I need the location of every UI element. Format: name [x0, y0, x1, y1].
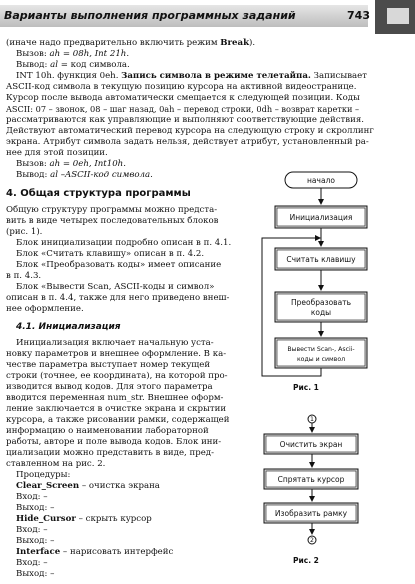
text-line: Вывод: al = код символа.	[16, 60, 130, 70]
text-line: ASCII: 07 – звонок, 08 – шаг назад, 0ah – перевод строки, 0dh – возврат каретки –	[6, 104, 360, 114]
text-line: INT 10h. функция 0eh. Запись символа в режиме телетайпа. Записывает	[16, 71, 368, 81]
procedure-output: Выход: –	[16, 569, 55, 579]
read-key-label: Считать клавишу	[286, 255, 356, 264]
text-line: честве параметра выступает номер текущей	[6, 360, 211, 370]
convert-label: Преобразовать	[291, 298, 351, 307]
svg-text:1: 1	[310, 416, 314, 423]
text-line: Вызов: ah = 08h, Int 21h.	[16, 49, 130, 59]
text-line: Действуют автоматический перевод курсора на следующую строку и скроллинг	[6, 126, 374, 136]
text-line: Инициализация включает начальную уста-	[16, 338, 214, 348]
init-label: Инициализация	[289, 213, 353, 222]
subsection-heading: 4.1. Инициализация	[16, 322, 121, 332]
figure-2-caption: Рис. 2	[293, 556, 319, 565]
draw-frame-label: Изобразить рамку	[274, 509, 348, 518]
procedure-input: Вход: –	[16, 525, 48, 535]
procedure-output: Выход: –	[16, 503, 55, 513]
convert-label-2: коды	[310, 308, 332, 317]
procedure-item: Interface – нарисовать интерфейс	[16, 547, 174, 557]
text-line: (рис. 1).	[6, 227, 43, 237]
figure-1-caption: Рис. 1	[293, 383, 319, 392]
procedure-input: Вход: –	[16, 492, 48, 502]
text-line: вить в виде четырех последовательных блоков	[6, 216, 219, 226]
text-line: Вызов: ah = 0eh, Int10h.	[16, 159, 126, 169]
clear-screen-label: Очистить экран	[279, 440, 343, 449]
text-line: циализации можно представить в виде, пред-	[6, 448, 214, 458]
page-number: 743	[347, 9, 370, 22]
output-label: Вывести Scan-, Ascii-	[287, 346, 355, 353]
text-line: ASCII-код символа в текущую позицию курсора на активной видеостранице.	[6, 82, 357, 92]
procedure-input: Вход: –	[16, 558, 48, 568]
text-line: Блок инициализации подробно описан в п. 4.1.	[16, 238, 232, 248]
text-line: курсора, а также рисовании рамки, содержащей	[6, 415, 230, 425]
text-line: описан в п. 4.4, также для него приведено внеш-	[6, 293, 230, 303]
svg-text:2: 2	[310, 537, 314, 544]
procedures-title: Процедуры:	[16, 470, 71, 480]
text-line: нее оформление.	[6, 304, 84, 314]
running-title: Варианты выполнения программных заданий	[4, 9, 296, 22]
text-line: Блок «Считать клавишу» описан в п. 4.2.	[16, 249, 205, 259]
text-line: ление заключается в очистке экрана и скрытии	[6, 404, 227, 414]
text-line: вводится переменная num_str. Внешнее оформ-	[6, 393, 224, 403]
text-line: экрана. Атрибут символа задать нельзя, действует атрибут, установленный ра-	[6, 137, 369, 147]
procedure-item: Hide_Cursor – скрыть курсор	[16, 514, 152, 524]
text-line: новку параметров и внешнее оформление. В ка-	[6, 349, 227, 359]
output-label-2: коды и символ	[296, 356, 346, 363]
procedure-item: Clear_Screen – очистка экрана	[16, 481, 160, 491]
section-heading: 4. Общая структура программы	[6, 188, 191, 199]
text-line: ставленном на рис. 2.	[6, 459, 106, 469]
text-line: работы, авторе и поле вывода кодов. Блок ини-	[6, 437, 222, 447]
text-line: нее для этой позиции.	[6, 148, 108, 158]
text-line: Вывод: al –ASCII-код символа.	[16, 170, 153, 180]
text-line: Блок «Преобразовать коды» имеет описание	[16, 260, 222, 270]
hide-cursor-label: Спрятать курсор	[277, 475, 345, 484]
text-line: изводится вывод кодов. Для этого параметра	[6, 382, 213, 392]
text-line: рассматриваются как управляющие и выполняют соответствующие действия.	[6, 115, 365, 125]
text-line: (иначе надо предварительно включить режим Break).	[6, 38, 256, 48]
start-label: начало	[307, 176, 335, 185]
text-line: информацию о наименовании лабораторной	[6, 426, 209, 436]
procedure-output: Выход: –	[16, 536, 55, 546]
text-line: в п. 4.3.	[6, 271, 42, 281]
text-line: строки (точнее, ее координата), на которой про-	[6, 371, 228, 381]
text-line: Блок «Вывести Scan, ASCII-коды и символ»	[16, 282, 215, 292]
text-line: Общую структуру программы можно предста-	[6, 205, 218, 215]
text-line: Курсор после вывода автоматически смещается к следующей позиции. Коды	[6, 93, 360, 103]
